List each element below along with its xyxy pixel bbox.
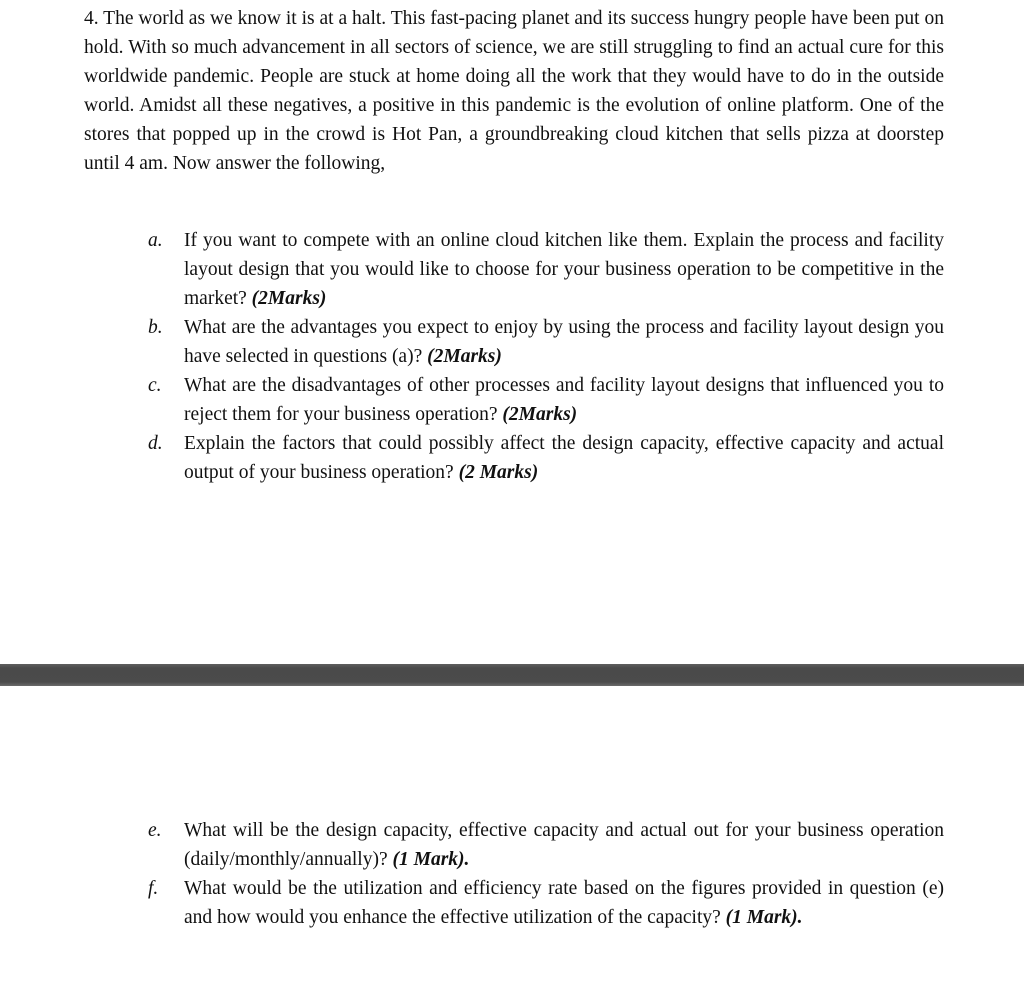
sub-question-text: What would be the utilization and efficiency rate based on the figures provided in question (e) and how would you enhance the effective utilization of the capacity?: [184, 878, 944, 928]
sub-question-list: [148, 226, 944, 487]
sub-question-list-continued: [148, 816, 944, 932]
marks-label: (2Marks): [251, 288, 327, 309]
sub-question-letter: c.: [148, 375, 162, 396]
question-intro-paragraph: 4. The world as we know it is at a halt. This fast-pacing planet and its success hungry people have been put on hold. With so much advancement in all sectors of science, we are still struggling to find an actual cure for this worldwide pandemic. People are stuck at home doing all the work that they would have to do in the outside world. Amidst all these negatives, a positive in this pandemic is the evolution of online platform. One of the stores that popped up in the crowd is Hot Pan, a groundbreaking cloud kitchen that sells pizza at doorstep until 4 am. Now answer the following,: [84, 8, 944, 174]
sub-question-text: Explain the factors that could possibly affect the design capacity, effective capacity and actual output of your business operation?: [184, 433, 944, 483]
sub-question-letter: e.: [148, 820, 162, 841]
sub-question-text: What will be the design capacity, effective capacity and actual out for your business operation (daily/monthly/annually)?: [184, 820, 944, 870]
sub-question-letter: a.: [148, 230, 163, 251]
marks-label: (1 Mark).: [725, 907, 803, 928]
sub-question-f: [148, 874, 944, 932]
sub-question-b: [148, 313, 944, 371]
marks-label: (1 Mark).: [392, 849, 470, 870]
sub-question-d: [148, 429, 944, 487]
page-break-divider: [0, 664, 1024, 686]
sub-question-a: [148, 226, 944, 313]
sub-question-letter: f.: [148, 878, 159, 899]
sub-question-text: What are the advantages you expect to enjoy by using the process and facility layout design you have selected in questions (a)?: [184, 317, 944, 367]
marks-label: (2 Marks): [458, 462, 539, 483]
sub-question-letter: d.: [148, 433, 163, 454]
document-page-2: [0, 686, 1024, 984]
marks-label: (2Marks): [502, 404, 578, 425]
sub-question-text: If you want to compete with an online cloud kitchen like them. Explain the process and facility layout design that you would like to choose for your business operation to be competitive in the market?: [184, 230, 944, 309]
sub-question-e: [148, 816, 944, 874]
sub-question-text: What are the disadvantages of other processes and facility layout designs that influenced you to reject them for your business operation?: [184, 375, 944, 425]
marks-label: (2Marks): [427, 346, 502, 367]
sub-question-letter: b.: [148, 317, 163, 338]
sub-question-c: [148, 371, 944, 429]
